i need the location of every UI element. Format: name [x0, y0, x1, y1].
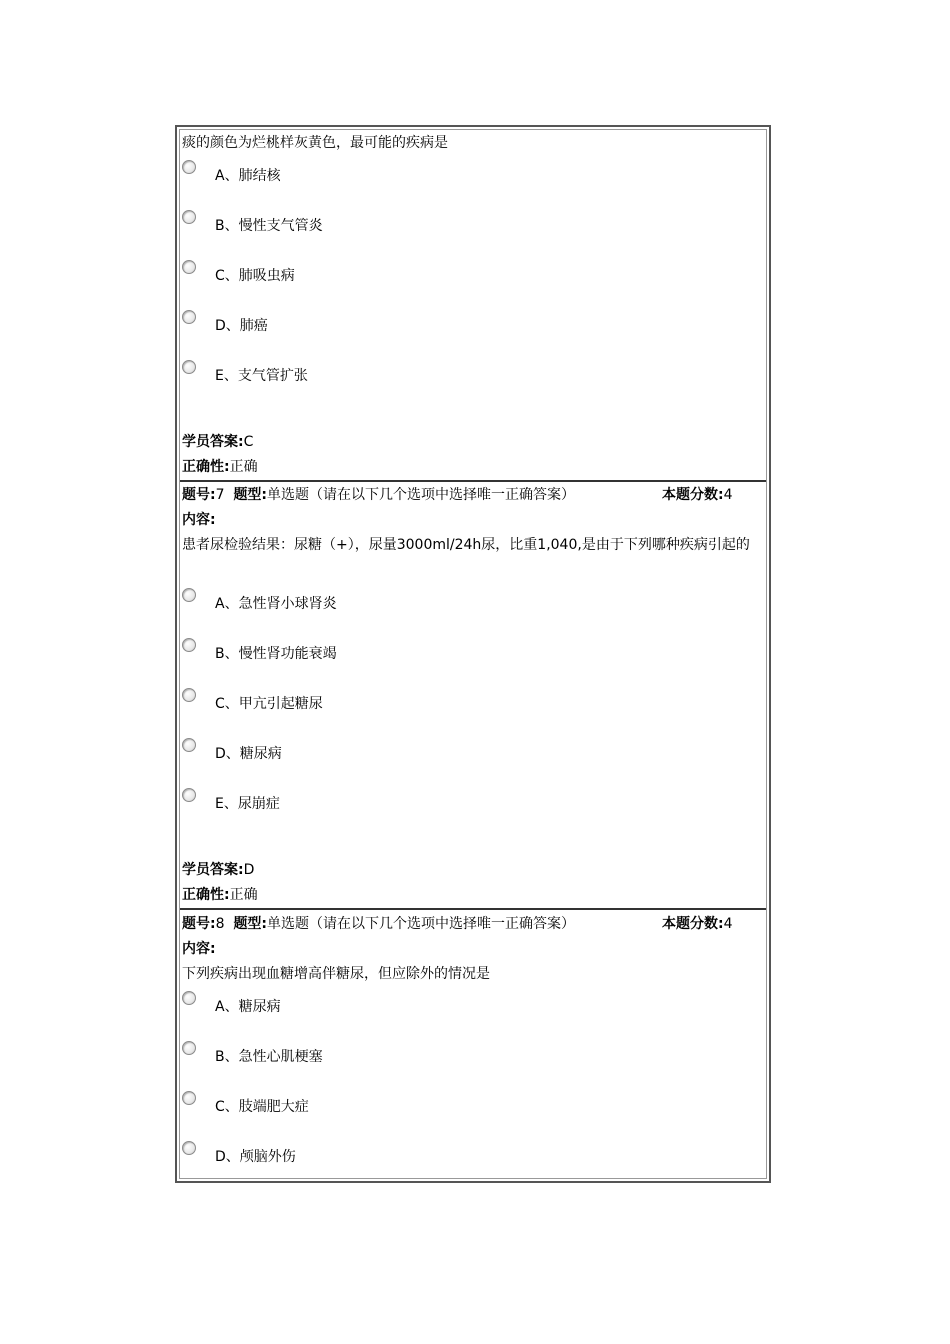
question-score: [662, 485, 733, 505]
question-number: 8: [215, 916, 225, 932]
question-stem: 痰的颜色为烂桃样灰黄色，最可能的疾病是: [182, 135, 448, 151]
question-score-value: 4: [723, 916, 733, 932]
option-label: D、肺癌: [215, 318, 268, 334]
question-type-label: 题型:: [233, 487, 268, 503]
radio-button-icon[interactable]: [182, 688, 196, 702]
radio-button-icon[interactable]: [182, 991, 196, 1005]
student-answer-label: 学员答案:: [182, 434, 244, 450]
question-score-value: 4: [723, 487, 733, 503]
question-divider: [180, 480, 766, 482]
correctness-value: 正确: [229, 459, 258, 475]
radio-button-icon[interactable]: [182, 788, 196, 802]
quiz-frame-inner: [179, 129, 767, 1179]
option-label: A、急性肾小球肾炎: [215, 596, 337, 612]
question-number-label: 题号:: [182, 916, 216, 932]
radio-button-icon[interactable]: [182, 738, 196, 752]
question-stem: 下列疾病出现血糖增高伴糖尿，但应除外的情况是: [182, 966, 490, 982]
question-type: 单选题（请在以下几个选项中选择唯一正确答案）: [267, 487, 576, 503]
radio-button-icon[interactable]: [182, 1141, 196, 1155]
option-label: A、糖尿病: [215, 999, 281, 1015]
radio-button-icon[interactable]: [182, 638, 196, 652]
question-divider: [180, 908, 766, 910]
radio-button-icon[interactable]: [182, 588, 196, 602]
student-answer-label: 学员答案:: [182, 862, 244, 878]
radio-button-icon[interactable]: [182, 1091, 196, 1105]
correctness: [182, 885, 258, 905]
option-label: E、支气管扩张: [215, 368, 308, 384]
question-type: 单选题（请在以下几个选项中选择唯一正确答案）: [267, 916, 576, 932]
correctness: [182, 457, 258, 477]
question-score: [662, 914, 733, 934]
option-label: A、肺结核: [215, 168, 281, 184]
question-type-label: 题型:: [233, 916, 268, 932]
option-label: D、颅脑外伤: [215, 1149, 296, 1165]
quiz-frame: [175, 125, 771, 1183]
radio-button-icon[interactable]: [182, 210, 196, 224]
question-score-label: 本题分数:: [662, 916, 724, 932]
student-answer: [182, 860, 254, 880]
question-header: [182, 914, 758, 934]
radio-button-icon[interactable]: [182, 260, 196, 274]
correctness-label: 正确性:: [182, 887, 230, 903]
option-label: C、肢端肥大症: [215, 1099, 309, 1115]
radio-button-icon[interactable]: [182, 310, 196, 324]
option-label: C、甲亢引起糖尿: [215, 696, 323, 712]
radio-button-icon[interactable]: [182, 160, 196, 174]
option-label: B、急性心肌梗塞: [215, 1049, 323, 1065]
radio-button-icon[interactable]: [182, 1041, 196, 1055]
student-answer-value: C: [243, 434, 254, 450]
content-label: 内容:: [182, 941, 216, 957]
option-label: C、肺吸虫病: [215, 268, 295, 284]
option-label: B、慢性支气管炎: [215, 218, 323, 234]
option-label: D、糖尿病: [215, 746, 282, 762]
question-header: [182, 485, 758, 505]
correctness-label: 正确性:: [182, 459, 230, 475]
radio-button-icon[interactable]: [182, 360, 196, 374]
option-label: B、慢性肾功能衰竭: [215, 646, 337, 662]
correctness-value: 正确: [229, 887, 258, 903]
question-number: 7: [215, 487, 225, 503]
question-score-label: 本题分数:: [662, 487, 724, 503]
question-stem: 患者尿检验结果：尿糖（+），尿量3000ml/24h尿，比重1,040,是由于下列哪种疾病引起的: [182, 537, 750, 553]
option-label: E、尿崩症: [215, 796, 280, 812]
student-answer-value: D: [243, 862, 255, 878]
content-label: 内容:: [182, 512, 216, 528]
question-number-label: 题号:: [182, 487, 216, 503]
student-answer: [182, 432, 253, 452]
